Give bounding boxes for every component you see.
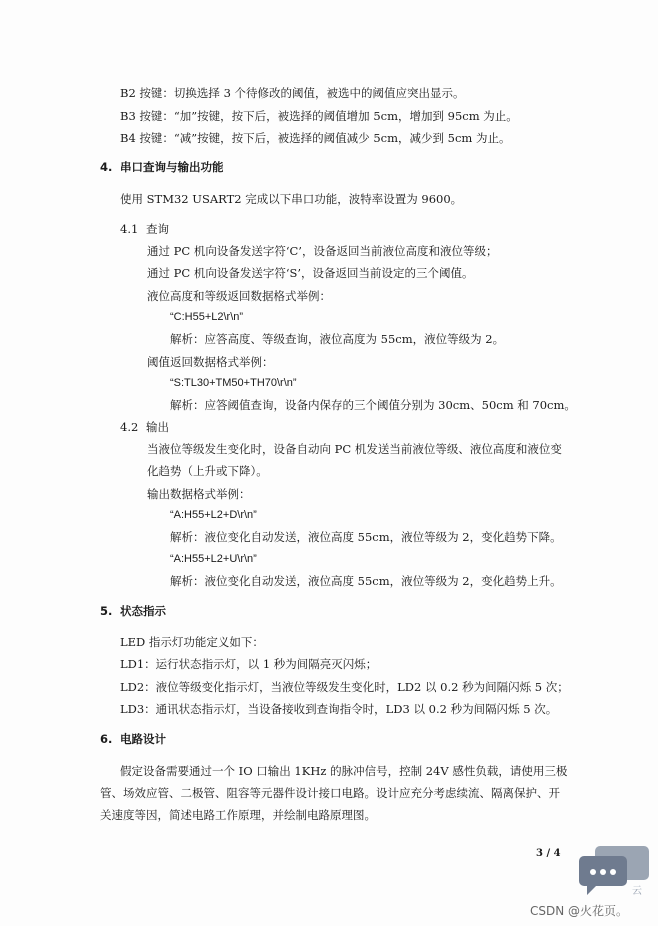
output-example-1-note: 解析：液位变化自动发送，液位高度 55cm，液位等级为 2，变化趋势下降。	[170, 530, 562, 544]
output-line-1: 当液位等级发生变化时，设备自动向 PC 机发送当前液位等级、液位高度和液位变	[147, 442, 562, 456]
section-number: 6.	[100, 732, 113, 746]
chat-bubble-icon	[578, 842, 650, 898]
led-line-4: LD3：通讯状态指示灯，当设备接收到查询指令时，LD3 以 0.2 秒为间隔闪烁 5 次。	[120, 702, 558, 716]
subsection-title: 查询	[146, 222, 169, 236]
watermark-logo-text: 云	[632, 886, 642, 897]
section-6-heading	[100, 731, 166, 747]
section-4-intro: 使用 STM32 USART2 完成以下串口功能，波特率设置为 9600。	[120, 192, 463, 206]
query-example-2-note: 解析：应答阈值查询，设备内保存的三个阈值分别为 30cm、50cm 和 70cm。	[170, 398, 576, 412]
query-line-1: 通过 PC 机向设备发送字符‘C’，设备返回当前液位高度和液位等级；	[147, 244, 498, 258]
query-example-1: “C:H55+L2\r\n”	[170, 311, 244, 323]
circuit-line-3: 关速度等因，简述电路工作原理，并绘制电路原理图。	[100, 808, 376, 822]
query-line-3: 液位高度和等级返回数据格式举例：	[147, 289, 331, 303]
subsection-4-2-heading	[120, 419, 169, 435]
circuit-line-2: 管、场效应管、二极管、阻容等元器件设计接口电路。设计应充分考虑续流、隔离保护、开	[100, 786, 560, 800]
output-format-label: 输出数据格式举例：	[147, 487, 251, 501]
section-5-heading	[100, 603, 166, 619]
query-line-2: 通过 PC 机向设备发送字符‘S’，设备返回当前设定的三个阈值。	[147, 266, 474, 280]
led-line-1: LED 指示灯功能定义如下：	[120, 635, 264, 649]
threshold-format-label: 阈值返回数据格式举例：	[147, 355, 274, 369]
section-title: 串口查询与输出功能	[120, 160, 224, 174]
query-example-1-note: 解析：应答高度、等级查询，液位高度为 55cm，液位等级为 2。	[170, 332, 505, 346]
b2-line: B2 按键：切换选择 3 个待修改的阈值，被选中的阈值应突出显示。	[120, 86, 465, 100]
query-example-2: “S:TL30+TM50+TH70\r\n”	[170, 377, 297, 389]
subsection-4-1-heading	[120, 221, 169, 237]
led-line-3: LD2：液位等级变化指示灯，当液位等级发生变化时，LD2 以 0.2 秒为间隔闪烁 5 次；	[120, 680, 569, 694]
output-example-1: “A:H55+L2+D\r\n”	[170, 509, 257, 521]
section-title: 状态指示	[120, 604, 166, 618]
output-example-2-note: 解析：液位变化自动发送，液位高度 55cm，液位等级为 2，变化趋势上升。	[170, 574, 562, 588]
output-line-2: 化趋势（上升或下降）。	[147, 464, 268, 478]
subsection-title: 输出	[146, 420, 169, 434]
section-title: 电路设计	[120, 732, 166, 746]
subsection-number: 4.1	[120, 222, 139, 236]
circuit-line-1: 假定设备需要通过一个 IO 口输出 1KHz 的脉冲信号，控制 24V 感性负载，请使用三极	[120, 764, 568, 778]
watermark-text: CSDN @火花页。	[530, 904, 629, 918]
section-number: 4.	[100, 160, 113, 174]
section-number: 5.	[100, 604, 113, 618]
led-line-2: LD1：运行状态指示灯，以 1 秒为间隔亮灭闪烁；	[120, 657, 378, 671]
section-4-heading	[100, 159, 224, 175]
b4-line: B4 按键：“减”按键，按下后，被选择的阈值减少 5cm，减少到 5cm 为止。	[120, 131, 511, 145]
subsection-number: 4.2	[120, 420, 139, 434]
output-example-2: “A:H55+L2+U\r\n”	[170, 553, 257, 565]
b3-line: B3 按键：“加”按键，按下后，被选择的阈值增加 5cm，增加到 95cm 为止。	[120, 109, 518, 123]
page-number: 3 / 4	[536, 848, 561, 859]
